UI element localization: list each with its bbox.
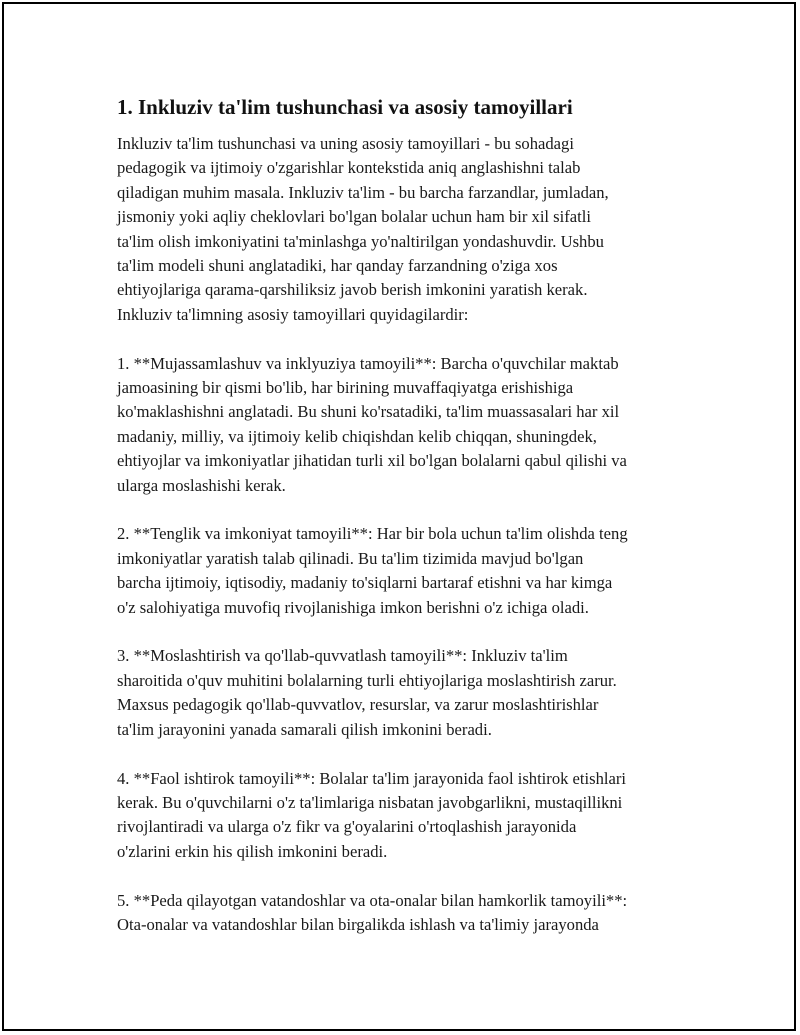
text-line: jamoasining bir qismi bo'lib, har birining muvaffaqiyatga erishishiga — [117, 378, 574, 398]
text-line: kerak. Bu o'quvchilarni o'z ta'limlariga nisbatan javobgarlikni, mustaqillikni — [117, 792, 623, 812]
text-line: Maxsus pedagogik qo'llab-quvvatlov, resurslar, va zarur moslashtirishlar — [117, 695, 599, 715]
text-line: ta'lim jarayonini yanada samarali qilish imkonini beradi. — [117, 719, 492, 739]
text-line: Inkluziv ta'limning asosiy tamoyillari quyidagilardir: — [117, 304, 469, 324]
text-line: ehtiyojlariga qarama-qarshiliksiz javob berish imkonini yaratish kerak. — [117, 280, 588, 300]
text-line: barcha ijtimoiy, iqtisodiy, madaniy to'siqlarni bartaraf etishni va har kimga — [117, 573, 613, 593]
principle-4-paragraph — [117, 767, 697, 865]
text-line: ta'lim olish imkoniyatini ta'minlashga yo'naltirilgan yondashuvdir. Ushbu — [117, 231, 604, 251]
text-line: Ota-onalar va vatandoshlar bilan birgalikda ishlash va ta'limiy jarayonda — [117, 914, 599, 934]
text-line: 5. **Peda qilayotgan vatandoshlar va ota-onalar bilan hamkorlik tamoyili**: — [117, 890, 628, 910]
intro-paragraph — [117, 132, 697, 327]
text-line: ko'maklashishni anglatadi. Bu shuni ko'rsatadiki, ta'lim muassasalari har xil — [117, 402, 620, 422]
text-line: jismoniy yoki aqliy cheklovlari bo'lgan bolalar uchun ham bir xil sifatli — [117, 207, 591, 227]
text-line: sharoitida o'quv muhitini bolalarning turli ehtiyojlariga moslashtirish zarur. — [117, 670, 617, 690]
principle-3-paragraph — [117, 644, 697, 742]
principle-5-paragraph — [117, 889, 697, 938]
text-line: ularga moslashishi kerak. — [117, 475, 286, 495]
text-line: ehtiyojlar va imkoniyatlar jihatidan turli xil bo'lgan bolalarni qabul qilishi va — [117, 451, 627, 471]
text-line: 3. **Moslashtirish va qo'llab-quvvatlash tamoyili**: Inkluziv ta'lim — [117, 646, 568, 666]
text-line: rivojlantiradi va ularga o'z fikr va g'oyalarini o'rtoqlashish jarayonida — [117, 817, 577, 837]
principle-2-paragraph — [117, 522, 697, 620]
text-line: qiladigan muhim masala. Inkluziv ta'lim - bu barcha farzandlar, jumladan, — [117, 182, 609, 202]
text-line: 4. **Faol ishtirok tamoyili**: Bolalar ta'lim jarayonida faol ishtirok etishlari — [117, 768, 627, 788]
text-line: ta'lim modeli shuni anglatadiki, har qanday farzandning o'ziga xos — [117, 256, 558, 276]
document-body — [117, 94, 697, 962]
text-line: o'zlarini erkin his qilish imkonini beradi. — [117, 841, 388, 861]
text-line: pedagogik va ijtimoiy o'zgarishlar kontekstida aniq anglashishni talab — [117, 158, 581, 178]
text-line: o'z salohiyatiga muvofiq rivojlanishiga imkon berishni o'z ichiga oladi. — [117, 597, 589, 617]
text-line: madaniy, milliy, va ijtimoiy kelib chiqishdan kelib chiqqan, shuningdek, — [117, 426, 597, 446]
text-line: 2. **Tenglik va imkoniyat tamoyili**: Har bir bola uchun ta'lim olishda teng — [117, 524, 628, 544]
text-line: 1. **Mujassamlashuv va inklyuziya tamoyili**: Barcha o'quvchilar maktab — [117, 353, 619, 373]
text-line: Inkluziv ta'lim tushunchasi va uning asosiy tamoyillari - bu sohadagi — [117, 134, 574, 153]
principle-1-paragraph — [117, 352, 697, 498]
section-heading: 1. Inkluziv ta'lim tushunchasi va asosiy tamoyillari — [117, 95, 573, 119]
text-line: imkoniyatlar yaratish talab qilinadi. Bu ta'lim tizimida mavjud bo'lgan — [117, 548, 584, 568]
